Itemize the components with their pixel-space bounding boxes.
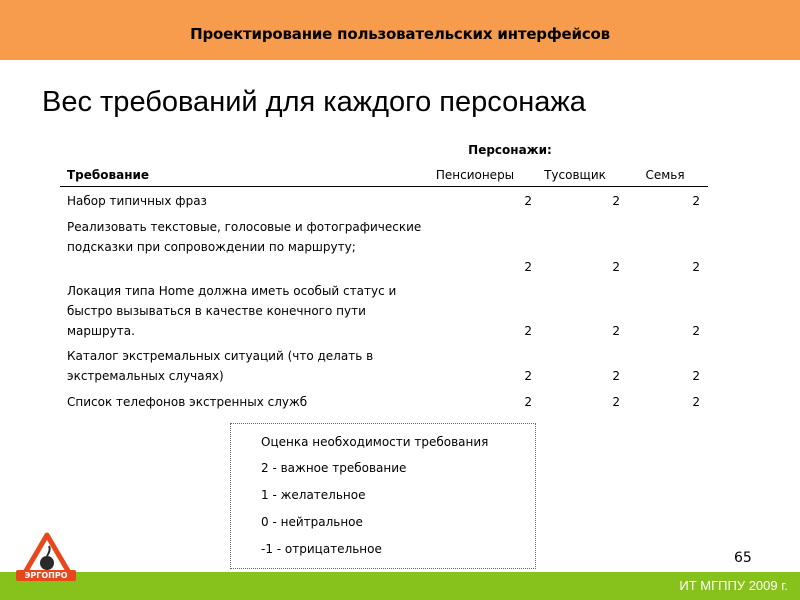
table-row: [60, 392, 708, 414]
value-partygoer: 2: [612, 194, 620, 208]
table-header: [60, 168, 708, 186]
value-partygoer: 2: [612, 260, 620, 274]
table-row: [60, 217, 708, 279]
value-pensioners: 2: [524, 369, 532, 383]
page-number: 65: [734, 550, 752, 566]
value-family: 2: [692, 395, 700, 409]
requirement-text: Набор типичных фраз: [67, 194, 207, 208]
requirement-text: Список телефонов экстренных служб: [67, 395, 308, 409]
column-header-requirement: Требование: [67, 168, 150, 182]
header-divider: [60, 186, 708, 187]
legend-item: 2 - важное требование: [261, 461, 407, 475]
value-family: 2: [692, 194, 700, 208]
value-family: 2: [692, 369, 700, 383]
value-partygoer: 2: [612, 369, 620, 383]
value-family: 2: [692, 324, 700, 338]
value-family: 2: [692, 260, 700, 274]
table-row: [60, 191, 708, 213]
slide-title: Вес требований для каждого персонажа: [42, 86, 586, 118]
value-pensioners: 2: [524, 395, 532, 409]
value-partygoer: 2: [612, 395, 620, 409]
banner-title: Проектирование пользовательских интерфейсов: [190, 25, 610, 43]
legend-item: 0 - нейтральное: [261, 515, 363, 529]
legend-item: 1 - желательное: [261, 488, 366, 502]
column-header-partygoer: Тусовщик: [544, 168, 606, 182]
value-pensioners: 2: [524, 194, 532, 208]
value-partygoer: 2: [612, 324, 620, 338]
table-row: [60, 346, 708, 388]
value-pensioners: 2: [524, 324, 532, 338]
column-header-family: Семья: [645, 168, 685, 182]
value-pensioners: 2: [524, 260, 532, 274]
rating-legend: [230, 423, 536, 569]
column-header-pensioners: Пенсионеры: [435, 168, 515, 182]
logo-text: ЭРГОПРО: [16, 570, 76, 581]
requirement-text: Реализовать текстовые, голосовые и фотографические подсказки при сопровождении по маршруту;: [67, 220, 422, 254]
requirement-text: Каталог экстремальных ситуаций (что делать в экстремальных случаях): [67, 349, 374, 383]
table-row: [60, 281, 708, 343]
legend-item: -1 - отрицательное: [261, 542, 382, 556]
footer-organization: ИТ МГППУ 2009 г.: [679, 578, 788, 593]
requirement-text: Локация типа Home должна иметь особый статус и быстро вызываться в качестве конечного пути маршрута.: [67, 284, 397, 338]
legend-title: Оценка необходимости требования: [261, 435, 489, 449]
personas-label: Персонажи:: [468, 143, 552, 157]
